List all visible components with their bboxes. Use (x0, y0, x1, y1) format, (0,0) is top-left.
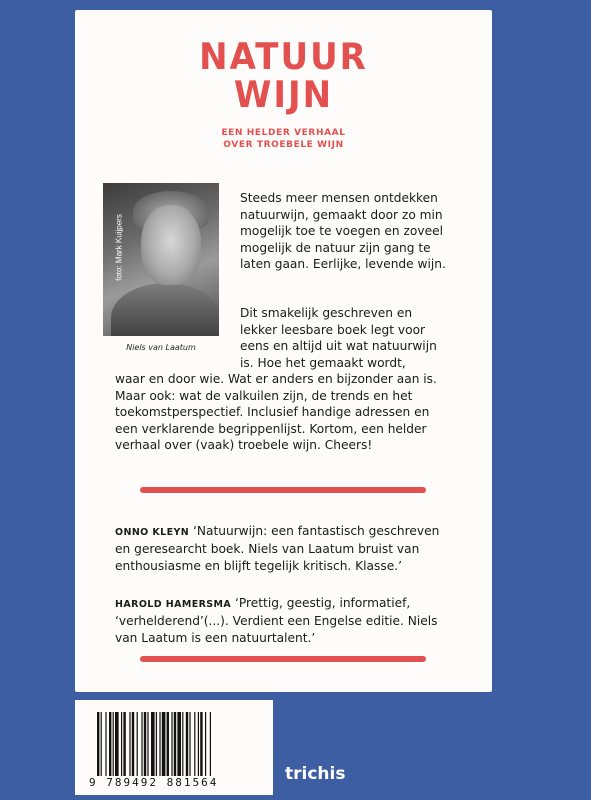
text-line: laten gaan. Eerlijke, levende wijn. (240, 257, 446, 272)
quote-text: ‘verhelderend’(...). Verdient een Engelse editie. Niels (115, 614, 438, 628)
author-photo-face (141, 205, 201, 285)
barcode-bar (174, 712, 176, 776)
barcode-bar (121, 712, 122, 776)
barcode-bar (171, 712, 172, 776)
blurb-paragraph-1 (240, 190, 480, 273)
barcode-bar (186, 712, 188, 776)
text-line: mogelijk de natuur zijn gang te (240, 240, 431, 255)
text-line: waar en door wie. Wat er anders en bijzonder aan is. (115, 372, 437, 386)
quote-text: van Laatum is een natuurtalent.’ (115, 631, 316, 645)
subtitle-line2: OVER TROEBELE WIJN (223, 140, 344, 150)
barcode-bar (101, 712, 102, 776)
publisher-logo: trichis (285, 764, 346, 784)
barcode-bar (167, 712, 169, 776)
blurb-paragraph-3 (115, 371, 475, 454)
author-photo-shoulders (111, 283, 219, 336)
text-line: eens en altijd uit wat natuurwijn (240, 339, 437, 354)
barcode-bar (198, 712, 199, 776)
text-line: Maar ook: wat de valkuilen zijn, de trends en het (115, 388, 413, 403)
barcode-bar (147, 712, 148, 776)
barcode-bar (141, 712, 142, 776)
back-cover-panel (75, 10, 492, 692)
barcode-bar (177, 712, 181, 776)
barcode-bar (162, 712, 166, 776)
blurb-paragraph-2 (240, 305, 480, 371)
author-photo (103, 183, 219, 336)
quote-text: enthousiasme en blijft tegelijk kritisch. Klasse.’ (115, 559, 402, 573)
quote-text: ‘Natuurwijn: een fantastisch geschreven (189, 524, 440, 538)
barcode-bar (194, 712, 195, 776)
barcode-bar (210, 712, 211, 776)
review-quote-1 (115, 523, 465, 575)
subtitle-line1: EEN HELDER VERHAAL (221, 128, 346, 138)
barcode-bar (123, 712, 125, 776)
photo-credit: foto: Mark Kuijpers (114, 214, 124, 281)
barcode-bar (113, 712, 114, 776)
text-line: lekker leesbare boek legt voor (240, 322, 426, 337)
book-title-line1: NATUUR (199, 35, 368, 79)
barcode-bar (115, 712, 119, 776)
quote-text: ‘Prettig, geestig, informatief, (231, 596, 411, 610)
text-line: Steeds meer mensen ontdekken (240, 191, 438, 205)
divider-rule-top (140, 487, 426, 493)
barcode-bar (200, 712, 202, 776)
text-line: natuurwijn, gemaakt door zo min (240, 207, 443, 222)
review-quote-2 (115, 595, 465, 647)
barcode-bar (151, 712, 155, 776)
barcode-bar (105, 712, 106, 776)
barcode-bar (97, 712, 99, 776)
barcode-bar (189, 712, 190, 776)
barcode-bar (144, 712, 146, 776)
isbn-barcode (75, 700, 273, 795)
reviewer-name: ONNO KLEYN (115, 527, 190, 538)
divider-rule-bottom (140, 656, 426, 662)
text-line: verhaal over (vaak) troebele wijn. Cheers! (115, 438, 373, 453)
text-line: toekomstperspectief. Inclusief handige adressen en (115, 405, 430, 420)
barcode-bar (132, 712, 134, 776)
barcode-bar (129, 712, 130, 776)
text-line: is. Hoe het gemaakt wordt, (240, 355, 406, 370)
text-line: een verklarende begrippenlijst. Kortom, een helder (115, 421, 427, 436)
barcode-bar (137, 712, 138, 776)
isbn-number: 9 789492 881564 (89, 776, 219, 789)
quote-text: en geresearcht boek. Niels van Laatum bruist van (115, 542, 420, 556)
barcode-bar (205, 712, 206, 776)
barcode-bar (156, 712, 157, 776)
book-title-line2: WIJN (233, 73, 334, 117)
text-line: Dit smakelijk geschreven en (240, 306, 413, 320)
reviewer-name: HAROLD HAMERSMA (115, 599, 232, 610)
barcode-bar (109, 712, 111, 776)
barcode-bar (182, 712, 183, 776)
barcode-bars (97, 712, 255, 776)
text-line: mogelijk toe te voegen en zoveel (240, 224, 443, 239)
photo-caption: Niels van Laatum (126, 343, 196, 352)
barcode-bar (159, 712, 160, 776)
